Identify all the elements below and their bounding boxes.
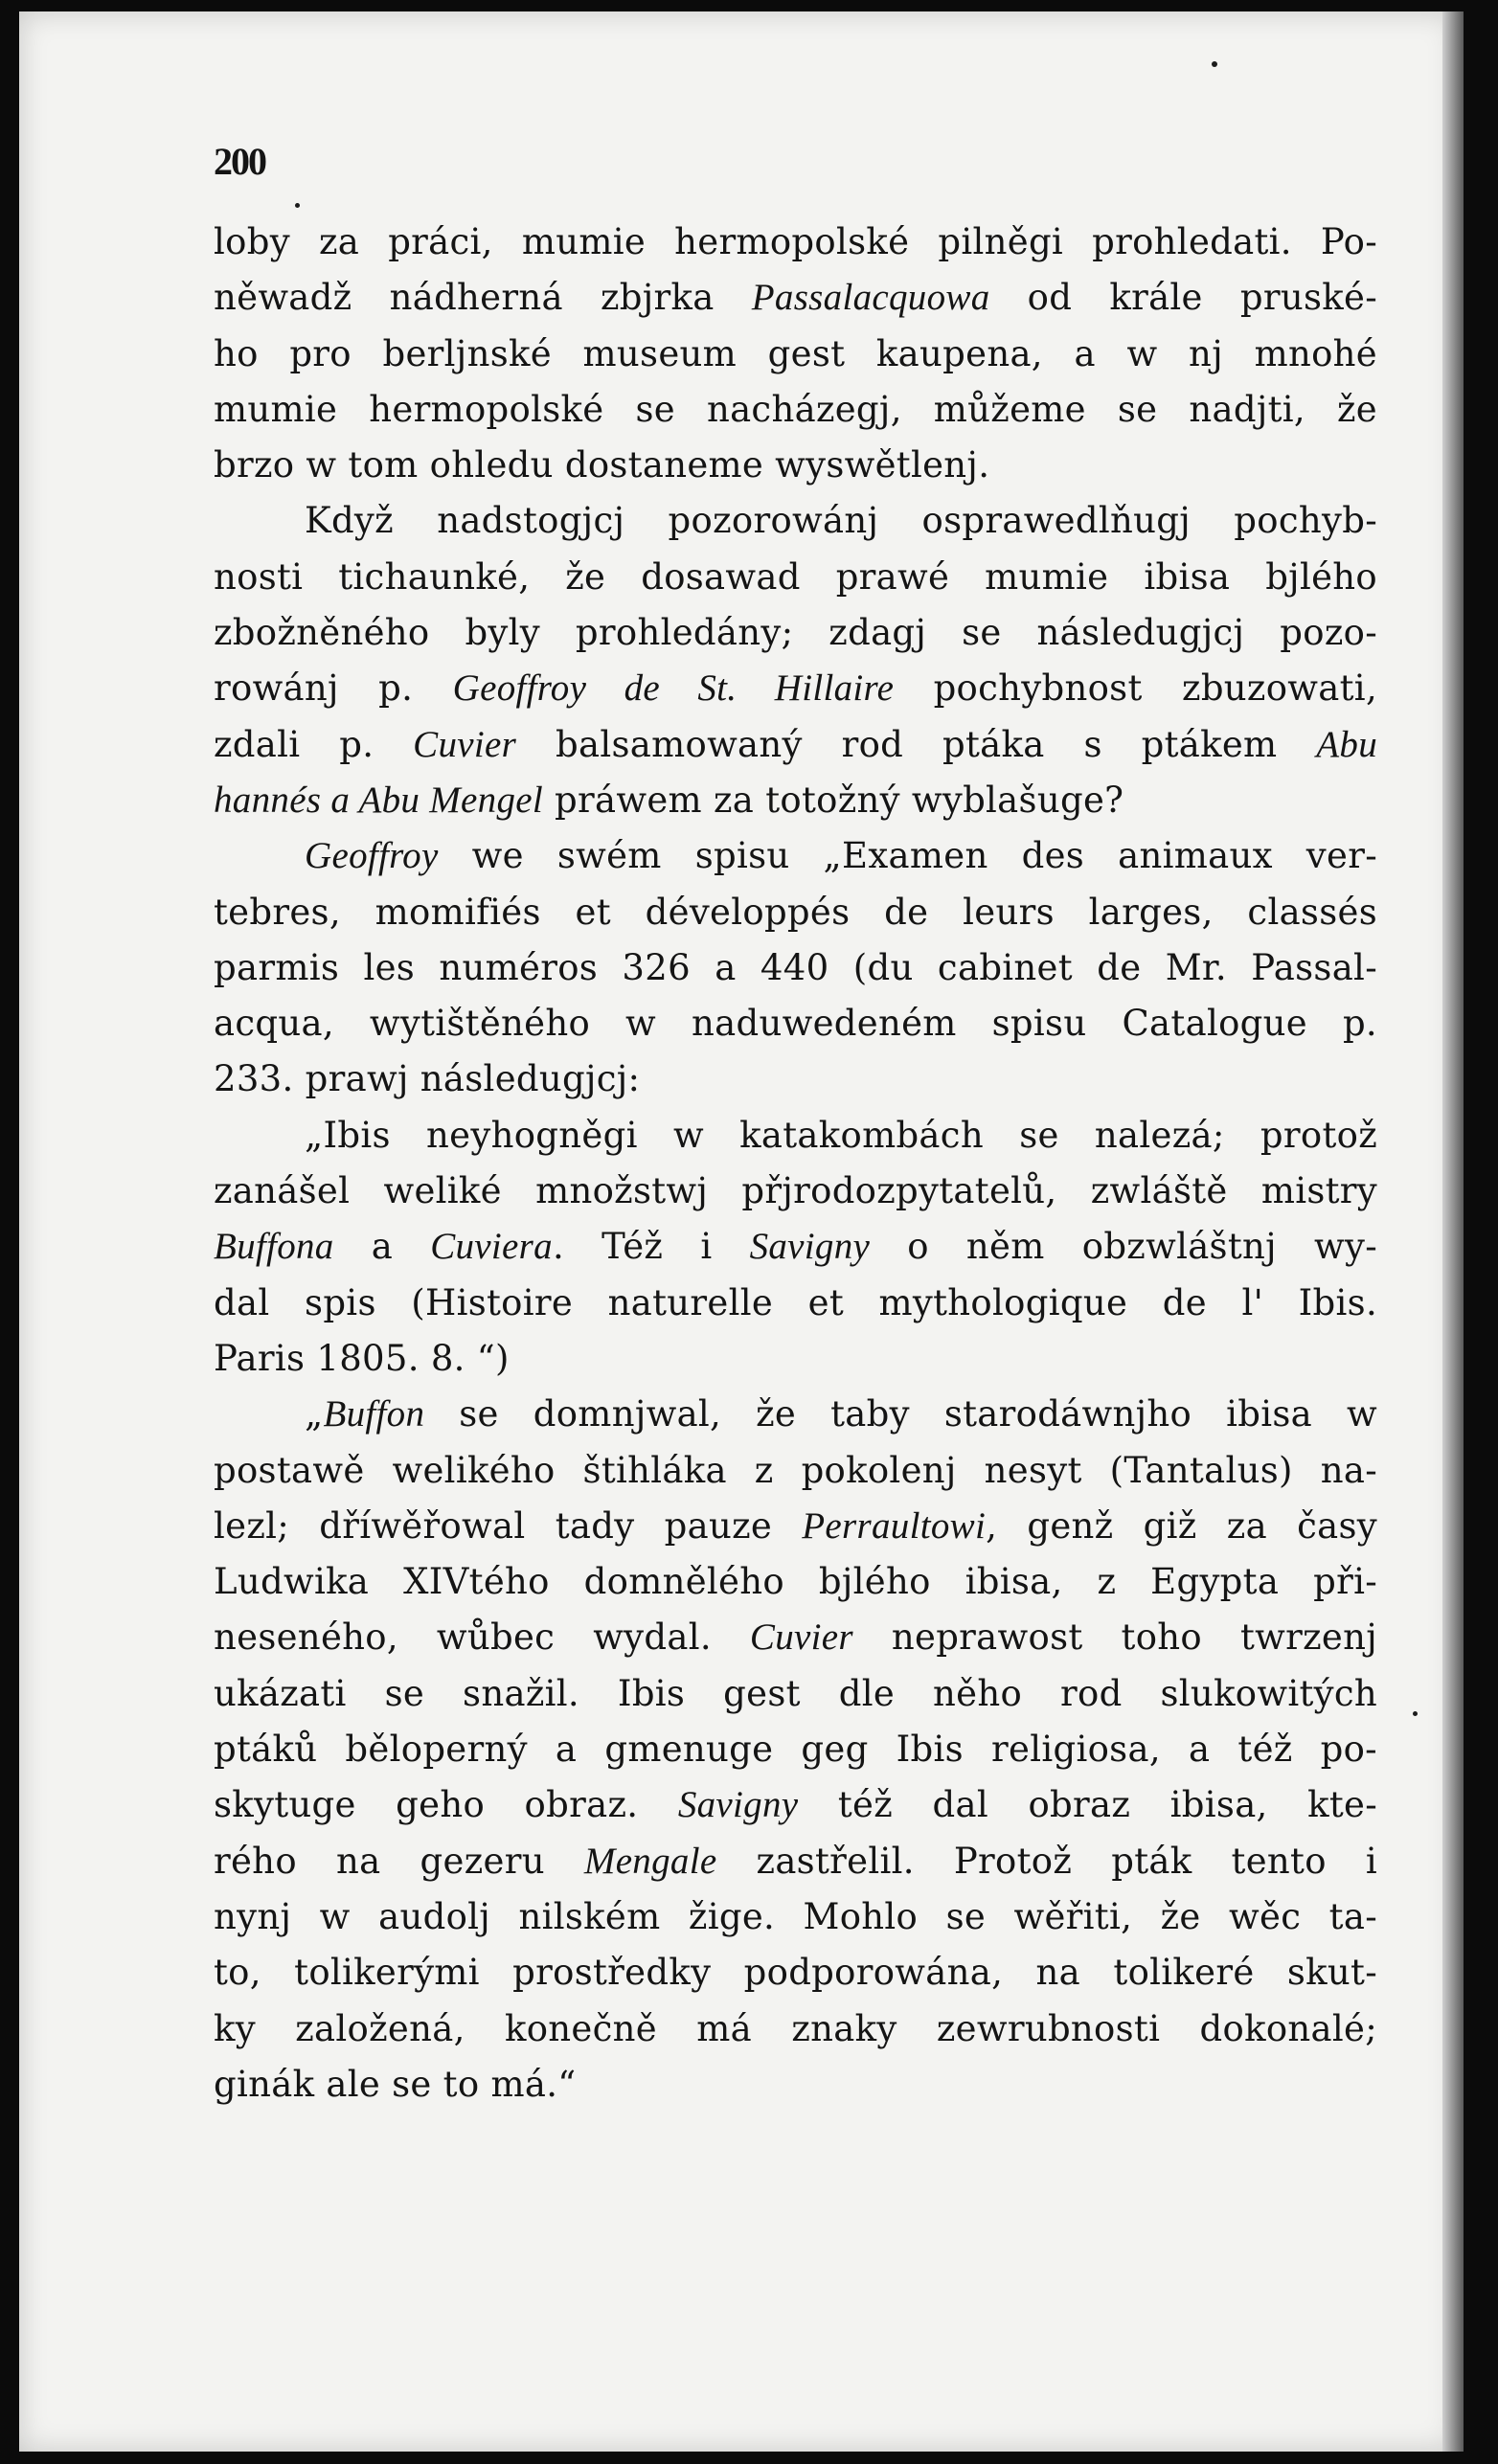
text-line [214, 1610, 1377, 1665]
text-line [214, 1499, 1377, 1554]
text-segment: též dal obraz ibisa, kte- [798, 1784, 1377, 1826]
text-line [214, 1722, 1377, 1777]
text-segment: něwadž nádherná zbjrka [214, 277, 752, 319]
text-line [214, 605, 1377, 661]
page-text [214, 134, 1377, 2113]
text-line [214, 1276, 1377, 1331]
text-segment: Když nadstogjcj pozorowánj osprawedlňugj pochyb- [305, 500, 1377, 542]
text-segment: pochybnost zbuzowati, [894, 667, 1377, 710]
text-segment: zanášel weliké množstwj přjrodozpytatelů, zwláště mistry [214, 1170, 1377, 1212]
italic-text: Savigny [749, 1226, 871, 1268]
text-segment: od krále pruské- [989, 277, 1378, 319]
text-segment: we swém spisu „Examen des animaux ver- [438, 835, 1377, 877]
italic-text: Cuvier [749, 1616, 853, 1659]
text-segment: ginák ale se to má.“ [214, 2063, 577, 2105]
italic-text: Geoffroy de St. Hillaire [452, 667, 895, 710]
text-segment: ho pro berljnské museum gest kaupena, a w nj mnohé [214, 332, 1377, 374]
text-line [214, 1108, 1377, 1164]
text-segment: tebres, momifiés et développés de leurs larges, classés [214, 891, 1377, 933]
text-segment: acqua, wytištěného w naduwedeném spisu Catalogue p. [214, 1003, 1377, 1045]
text-segment: . Též i [552, 1226, 750, 1268]
italic-text: Geoffroy [305, 835, 439, 877]
text-segment: brzo w tom ohledu dostaneme wyswětlenj. [214, 444, 990, 486]
italic-text: Mengale [583, 1840, 717, 1882]
page-number: 200 [214, 140, 265, 183]
italic-text: Perraultowi [802, 1504, 987, 1547]
text-line [214, 1834, 1377, 1889]
text-segment: neseného, wůbec wydal. [214, 1616, 750, 1659]
text-segment: se domnjwal, že taby starodáwnjho ibisa w [424, 1393, 1377, 1435]
italic-text: Buffona [214, 1226, 334, 1268]
text-line [214, 717, 1377, 773]
text-segment: zdali p. [214, 723, 414, 765]
text-segment: ptáků běloperný a gmenuge geg Ibis religiosa, a též po- [214, 1729, 1377, 1771]
text-line [214, 1777, 1377, 1833]
text-segment: „ [305, 1393, 324, 1435]
body-text [214, 215, 1377, 2113]
text-line [214, 1219, 1377, 1275]
text-line [214, 1331, 1377, 1387]
text-segment: dal spis (Histoire naturelle et mythologique de l' Ibis. [214, 1281, 1377, 1323]
text-segment: Ludwika XIVtého domnělého bjlého ibisa, z Egypta při- [214, 1561, 1377, 1603]
text-segment: zastřelil. Protož pták tento i [716, 1840, 1377, 1882]
text-segment: o něm obzwláštnj wy- [870, 1226, 1378, 1268]
text-segment: Paris 1805. 8. “) [214, 1337, 510, 1379]
text-line [214, 1554, 1377, 1610]
text-segment: postawě welikého štihláka z pokolenj nesyt (Tantalus) na- [214, 1449, 1377, 1491]
text-line [214, 550, 1377, 605]
text-line [214, 215, 1377, 270]
text-segment: neprawost toho twrzenj [852, 1616, 1377, 1659]
italic-text: Passalacquowa [751, 277, 990, 319]
text-segment: parmis les numéros 326 a 440 (du cabinet de Mr. Passal- [214, 946, 1377, 988]
text-segment: to, tolikerými prostředky podporowána, na tolikeré skut- [214, 1952, 1377, 1994]
text-line [214, 493, 1377, 549]
text-line [214, 1889, 1377, 1945]
text-line [214, 382, 1377, 438]
text-line [214, 1051, 1377, 1107]
text-segment: nynj w audolj nilském žige. Mohlo se wěřiti, že wěc ta- [214, 1895, 1377, 1937]
text-segment: lezl; dříwěřowal tady pauze [214, 1504, 803, 1547]
text-line [214, 940, 1377, 996]
text-line [214, 327, 1377, 382]
text-segment: balsamowaný rod ptáka s ptákem [516, 723, 1317, 765]
text-segment: „Ibis neyhogněgi w katakombách se nalezá; protož [305, 1114, 1377, 1156]
italic-text: hannés a Abu Mengel [214, 779, 543, 821]
text-segment: , genž giž za časy [986, 1504, 1377, 1547]
text-line [214, 828, 1377, 884]
scan-speck [1212, 61, 1217, 67]
text-line [214, 1164, 1377, 1219]
italic-text: Cuvier [413, 723, 517, 765]
text-line [214, 2057, 1377, 2113]
text-segment: mumie hermopolské se nacházegj, můžeme se nadjti, že [214, 388, 1377, 430]
text-line [214, 885, 1377, 940]
text-line [214, 270, 1377, 326]
text-line [214, 996, 1377, 1051]
text-line [214, 661, 1377, 716]
text-line [214, 1666, 1377, 1722]
text-segment: a [333, 1226, 431, 1268]
text-segment: 233. prawj následugjcj: [214, 1058, 641, 1100]
italic-text: Abu [1316, 723, 1377, 765]
scan-speck [1413, 1711, 1418, 1716]
text-line [214, 2001, 1377, 2057]
text-segment: rowánj p. [214, 667, 453, 710]
text-segment: rého na gezeru [214, 1840, 584, 1882]
text-segment: nosti tichaunké, že dosawad prawé mumie ibisa bjlého [214, 555, 1377, 598]
text-line [214, 438, 1377, 493]
text-segment: ukázati se snažil. Ibis gest dle něho rod slukowitých [214, 1672, 1377, 1714]
italic-text: Savigny [677, 1784, 799, 1826]
text-segment: skytuge geho obraz. [214, 1784, 678, 1826]
text-segment: loby za práci, mumie hermopolské pilněgi prohledati. Po- [214, 221, 1377, 262]
italic-text: Cuviera [430, 1226, 553, 1268]
text-segment: ky založená, konečně má znaky zewrubnosti dokonalé; [214, 2007, 1377, 2049]
text-line [214, 1945, 1377, 2001]
text-segment: práwem za totožný wyblašuge? [543, 779, 1124, 821]
text-line [214, 1443, 1377, 1499]
text-segment: zbožněného byly prohledány; zdagj se následugjcj pozo- [214, 612, 1377, 654]
text-line [214, 1387, 1377, 1442]
italic-text: Buffon [323, 1393, 425, 1435]
text-line [214, 773, 1377, 828]
